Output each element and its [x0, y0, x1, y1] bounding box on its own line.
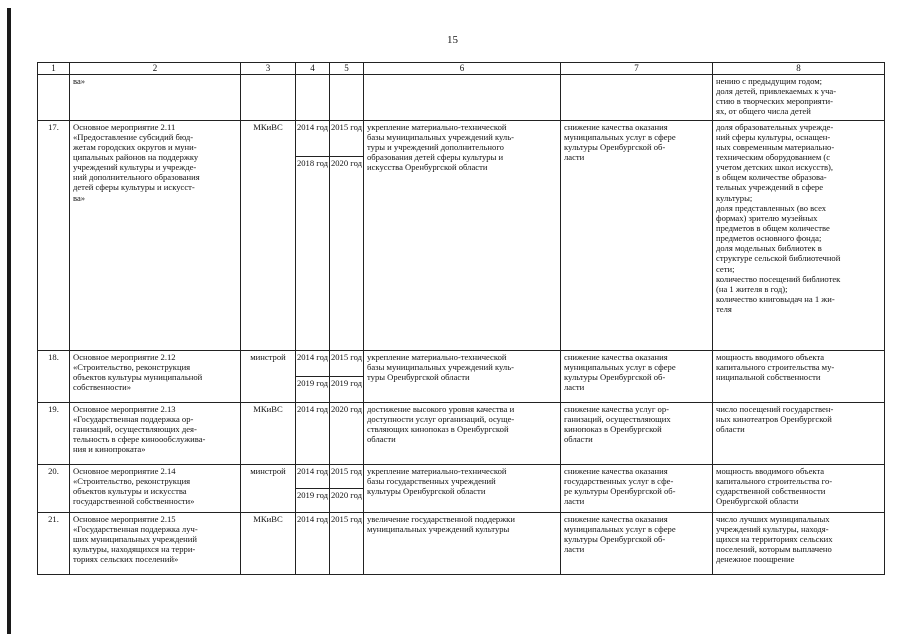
consequences: снижение качества оказания муниципальных услуг в сфере культуры Оренбургской об- ласти — [561, 350, 713, 402]
indicators: доля образовательных учрежде- ний сферы культуры, оснащен- ных современным материально- техническим оборудованием (с учетом детских школ искусств), в общем количестве образова- тельных учреждений в сфере культуры; доля представленных (во всех формах) зрителю музейных предметов в общем количестве предметов основного фонда; доля модельных библиотек в структуре сельской библиотечной сети; количество посещений библиотек (на 1 жителя в год); количество книговыдач на 1 жи- теля — [713, 120, 885, 350]
measure-name: ва» — [70, 74, 241, 120]
measures-table — [37, 62, 885, 575]
expected-result: укрепление материально-технической базы государственных учреждений культуры Оренбургской области — [364, 464, 561, 512]
measure-name: Основное мероприятие 2.13 «Государственная поддержка ор- ганизаций, осуществляющих дея- тельность в сфере киноообслужива- ния и кинопроката» — [70, 402, 241, 464]
start-year: 2014 год — [296, 120, 330, 156]
table-row — [38, 464, 885, 488]
end-year: 2015 год — [330, 464, 364, 488]
consequences — [561, 74, 713, 120]
col-header: 1 — [38, 63, 70, 75]
row-number: 21. — [38, 512, 70, 574]
page-number: 15 — [447, 34, 458, 46]
measure-name: Основное мероприятие 2.11 «Предоставление субсидий бюд- жетам городских округов и муни- ципальных районов на поддержку учреждений культуры и учрежде- ний дополнительного образования детей сферы культуры и искусст- ва» — [70, 120, 241, 350]
consequences: снижение качества услуг ор- ганизаций, осуществляющих кинопоказ в Оренбургской области — [561, 402, 713, 464]
indicators: мощность вводимого объекта капитального строительства го- сударственной собственности Оренбургской области — [713, 464, 885, 512]
table-row — [38, 120, 885, 156]
expected-result — [364, 74, 561, 120]
start-year: 2018 год — [296, 156, 330, 350]
column-number-row — [38, 63, 885, 75]
end-year: 2015 год — [330, 512, 364, 574]
table-row — [38, 512, 885, 574]
row-number: 19. — [38, 402, 70, 464]
start-year: 2014 год — [296, 402, 330, 464]
col-header: 7 — [561, 63, 713, 75]
measure-name: Основное мероприятие 2.14 «Строительство, реконструкция объектов культуры и искусства государственной собственности» — [70, 464, 241, 512]
col-header: 4 — [296, 63, 330, 75]
row-number — [38, 74, 70, 120]
col-header: 6 — [364, 63, 561, 75]
col-header: 3 — [241, 63, 296, 75]
start-year: 2014 год — [296, 350, 330, 376]
table-row — [38, 74, 885, 120]
measure-name: Основное мероприятие 2.12 «Строительство, реконструкция объектов культуры муниципальной собственности» — [70, 350, 241, 402]
expected-result: достижение высокого уровня качества и доступности услуг организаций, осуще- ствляющих кинопоказ в Оренбургской области — [364, 402, 561, 464]
executor: МКиВС — [241, 512, 296, 574]
executor: минстрой — [241, 350, 296, 402]
executor: МКиВС — [241, 120, 296, 350]
start-year: 2014 год — [296, 464, 330, 488]
expected-result: увеличение государственной поддержки муниципальных учреждений культуры — [364, 512, 561, 574]
end-year: 2020 год — [330, 156, 364, 350]
executor: МКиВС — [241, 402, 296, 464]
row-number: 20. — [38, 464, 70, 512]
col-header: 5 — [330, 63, 364, 75]
indicators: мощность вводимого объекта капитального строительства му- ниципальной собственности — [713, 350, 885, 402]
indicators: число лучших муниципальных учреждений культуры, находя- щихся на территориях сельских поселений, которым выплачено денежное поощрение — [713, 512, 885, 574]
row-number: 18. — [38, 350, 70, 402]
row-number: 17. — [38, 120, 70, 350]
binding-bar — [7, 8, 11, 634]
consequences: снижение качества оказания муниципальных услуг в сфере культуры Оренбургской об- ласти — [561, 512, 713, 574]
start-year: 2019 год — [296, 488, 330, 512]
end-year: 2020 год — [330, 402, 364, 464]
start-year — [296, 74, 330, 120]
col-header: 8 — [713, 63, 885, 75]
consequences: снижение качества оказания государственных услуг в сфе- ре культуры Оренбургской об- ласти — [561, 464, 713, 512]
end-year — [330, 74, 364, 120]
end-year: 2020 год — [330, 488, 364, 512]
table-row — [38, 402, 885, 464]
measure-name: Основное мероприятие 2.15 «Государственная поддержка луч- ших муниципальных учреждений культуры, находящихся на терри- ториях сельских поселений» — [70, 512, 241, 574]
expected-result: укрепление материально-технической базы муниципальных учреждений куль- туры и учреждений дополнительного образования детей сферы культуры и искусства Оренбургской области — [364, 120, 561, 350]
executor: минстрой — [241, 464, 296, 512]
start-year: 2014 год — [296, 512, 330, 574]
end-year: 2015 год — [330, 120, 364, 156]
consequences: снижение качества оказания муниципальных услуг в сфере культуры Оренбургской об- ласти — [561, 120, 713, 350]
end-year: 2015 год — [330, 350, 364, 376]
expected-result: укрепление материально-технической базы муниципальных учреждений куль- туры Оренбургской области — [364, 350, 561, 402]
table-row — [38, 350, 885, 376]
executor — [241, 74, 296, 120]
indicators: число посещений государствен- ных кинотеатров Оренбургской области — [713, 402, 885, 464]
start-year: 2019 год — [296, 376, 330, 402]
indicators: нению с предыдущим годом; доля детей, привлекаемых к уча- стию в творческих мероприяти- ях, от общего числа детей — [713, 74, 885, 120]
col-header: 2 — [70, 63, 241, 75]
end-year: 2019 год — [330, 376, 364, 402]
